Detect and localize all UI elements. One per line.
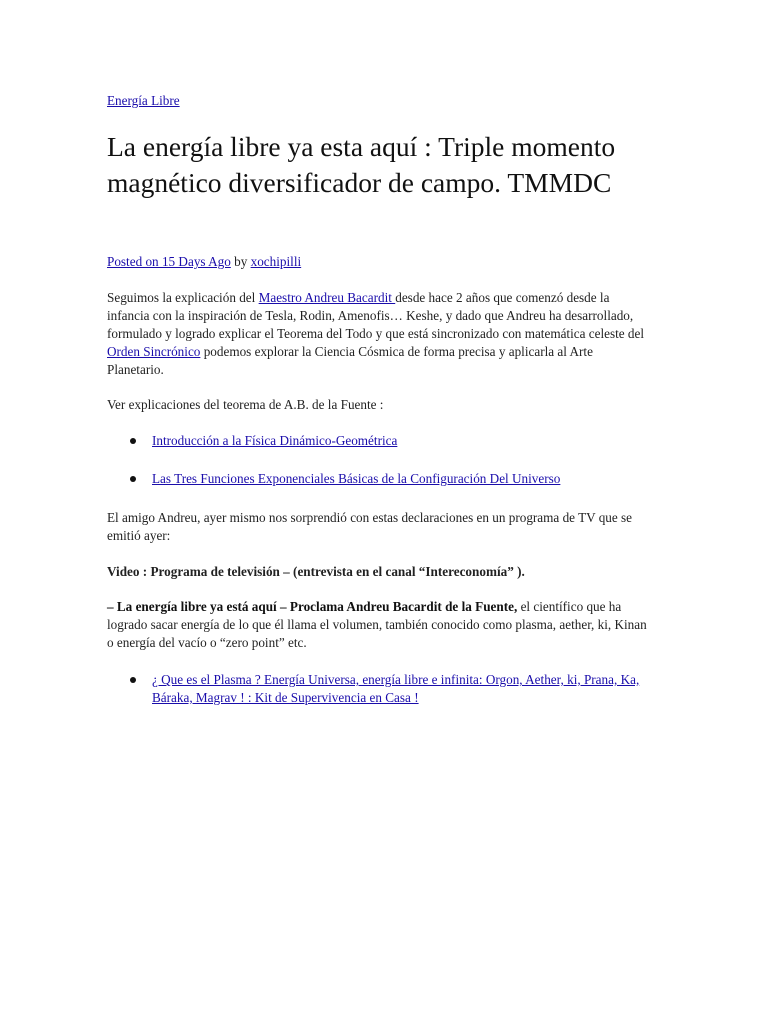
author-link[interactable]: xochipilli bbox=[250, 254, 302, 269]
fisica-dinamico-link[interactable]: Introducción a la Física Dinámico-Geométrica bbox=[152, 433, 398, 448]
plasma-list bbox=[107, 671, 647, 727]
list-item bbox=[107, 470, 647, 488]
video-heading: Video : Programa de televisión – (entrevista en el canal “Intereconomía” ). bbox=[107, 564, 525, 579]
tres-funciones-link[interactable]: Las Tres Funciones Exponenciales Básicas de la Configuración Del Universo bbox=[152, 471, 561, 486]
explanations-paragraph: Ver explicaciones del teorema de A.B. de la Fuente : bbox=[107, 397, 384, 412]
maestro-andreu-link[interactable]: Maestro Andreu Bacardit bbox=[258, 290, 396, 305]
proclama-text: el científico que ha logrado sacar energía de lo que él llama el volumen, también conocido como plasma, aether, ki, Kinan o energía del vacío o “zero point” etc. bbox=[107, 599, 647, 650]
post-meta bbox=[107, 253, 301, 271]
explanations-list bbox=[107, 432, 647, 508]
posted-date-link[interactable]: Posted on 15 Days Ago bbox=[107, 254, 231, 269]
tv-paragraph: El amigo Andreu, ayer mismo nos sorprendió con estas declaraciones en un programa de TV que se emitió ayer: bbox=[107, 510, 633, 543]
proclama-bold: – La energía libre ya está aquí – Proclama Andreu Bacardit de la Fuente, bbox=[107, 599, 518, 614]
bullet-icon bbox=[130, 438, 136, 444]
by-label: by bbox=[234, 254, 248, 269]
category-link[interactable]: Energía Libre bbox=[107, 93, 180, 108]
orden-sincronico-link[interactable]: Orden Sincrónico bbox=[107, 344, 201, 359]
plasma-link[interactable]: ¿ Que es el Plasma ? Energía Universa, energía libre e infinita: Orgon, Aether, ki, Prana, Ka, Báraka, Magrav ! : Kit de Supervivencia en Casa ! bbox=[152, 672, 640, 705]
bullet-icon bbox=[130, 476, 136, 482]
intro-text-1: Seguimos la explicación del bbox=[107, 290, 259, 305]
list-item bbox=[107, 432, 647, 450]
list-item bbox=[107, 671, 647, 707]
bullet-icon bbox=[130, 677, 136, 683]
intro-text-3: podemos explorar la Ciencia Cósmica de forma precisa y aplicarla al Arte Planetario. bbox=[107, 344, 593, 377]
intro-text-2: desde hace 2 años que comenzó desde la infancia con la inspiración de Tesla, Rodin, Amenofis… Keshe, y dado que Andreu ha desarrollado, formulado y logrado explicar el Teorema del Todo y que está sincronizado con matemática celeste del bbox=[107, 290, 645, 341]
article-title: La energía libre ya esta aquí : Triple momento magnético diversificador de campo. TMMDC bbox=[107, 131, 616, 198]
proclama-paragraph bbox=[107, 598, 647, 652]
intro-paragraph bbox=[107, 289, 647, 379]
